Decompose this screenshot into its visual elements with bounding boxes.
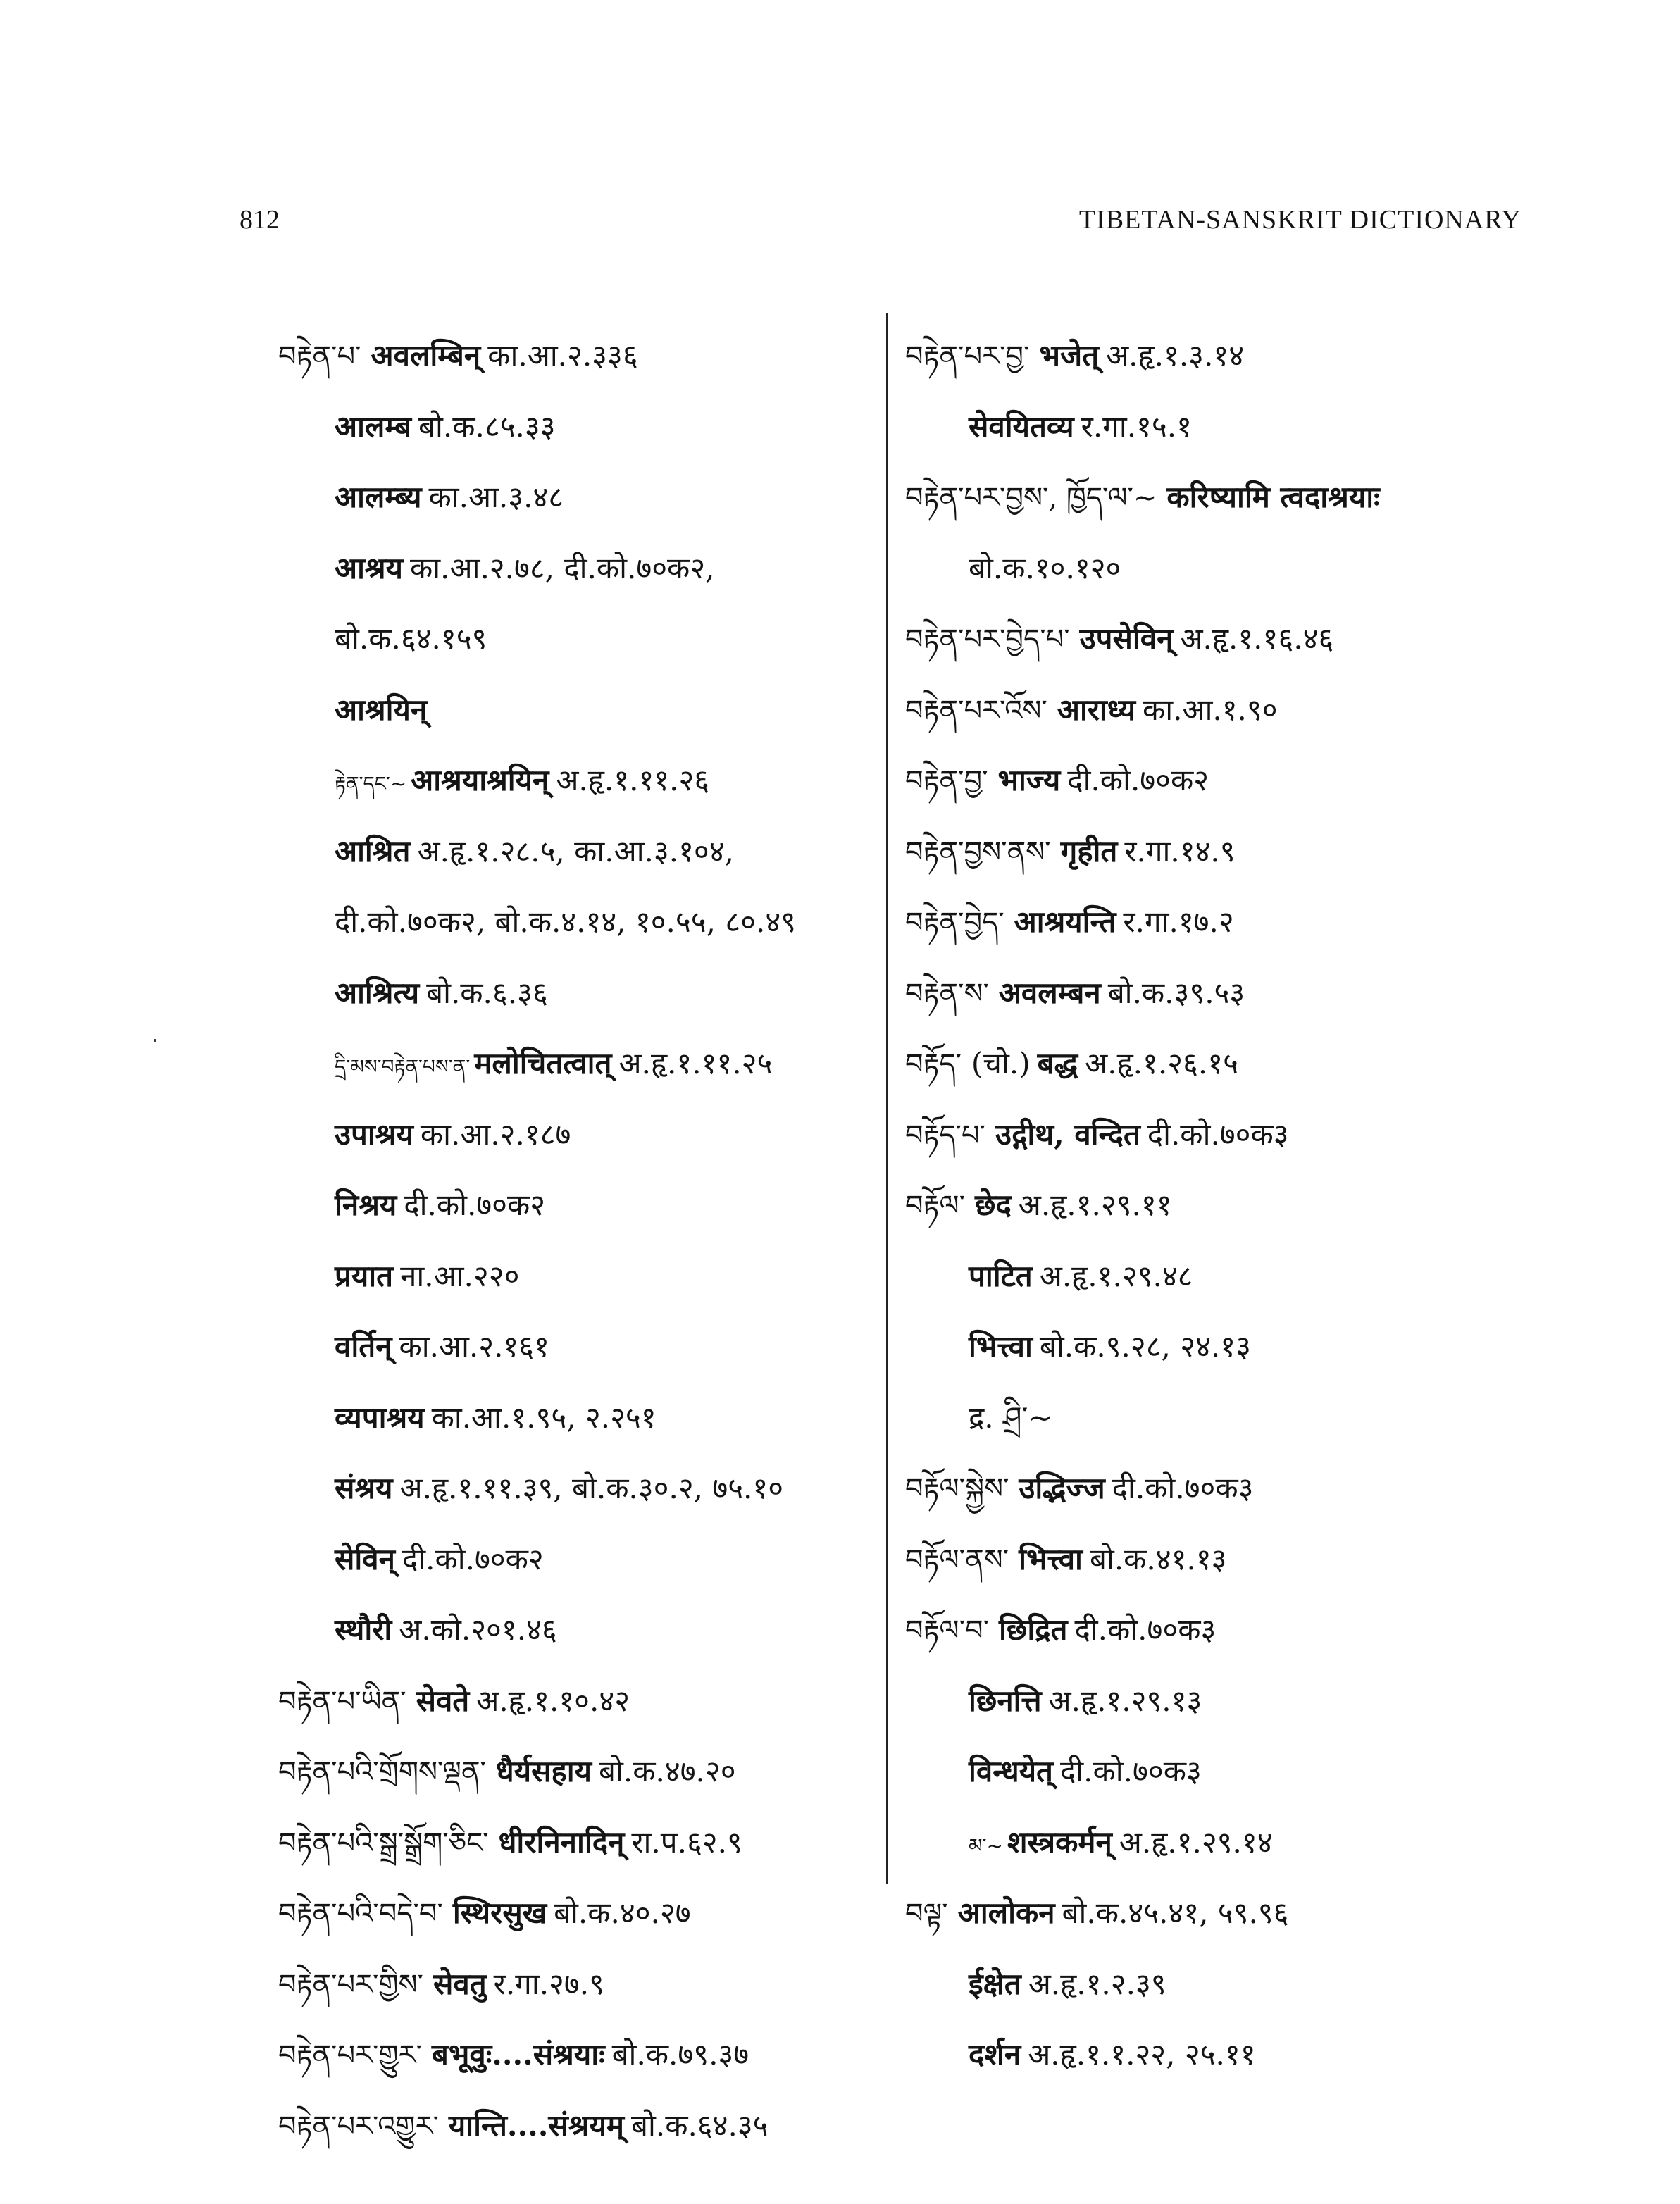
source-reference: का.आ.२.३३६	[487, 338, 638, 373]
dictionary-entry	[278, 1170, 877, 1241]
right-column	[905, 320, 1557, 2091]
sanskrit-equivalent: धीरनिनादिन्	[498, 1824, 625, 1860]
sanskrit-equivalent: आराध्य	[1057, 692, 1135, 727]
dictionary-entry	[278, 1100, 877, 1171]
tibetan-headword: བརྟེན་པར་བྱས་, ཁྱོད་ལ་~	[905, 482, 1157, 514]
source-reference: बो.क.७९.३७	[611, 2037, 749, 2072]
dictionary-entry	[905, 462, 1557, 533]
sanskrit-equivalent: भित्त्वा	[1019, 1541, 1083, 1576]
dictionary-entry	[278, 1383, 877, 1454]
dictionary-entry	[905, 1170, 1557, 1241]
dictionary-entry	[905, 533, 1557, 604]
sanskrit-equivalent: ईक्षेत	[969, 1966, 1021, 2001]
sanskrit-equivalent: प्रयात	[335, 1258, 394, 1293]
tibetan-headword: བརྟོལ་	[905, 1190, 965, 1222]
sanskrit-equivalent: धैर्यसहाय	[495, 1754, 592, 1788]
source-reference: र.गा.१५.१	[1081, 409, 1192, 444]
dictionary-entry	[278, 675, 877, 746]
source-reference: बो.क.६.३६	[426, 975, 548, 1010]
source-reference: अ.को.२०१.४६	[399, 1612, 557, 1647]
dictionary-entry	[905, 1028, 1557, 1100]
tibetan-headword: བརྟེན་པའི་བདེ་བ་	[278, 1898, 443, 1930]
dictionary-entry	[905, 1241, 1557, 1312]
dictionary-entry	[278, 1312, 877, 1383]
source-reference: ना.आ.२२०	[400, 1258, 520, 1293]
sanskrit-equivalent: छेद	[975, 1188, 1012, 1222]
sanskrit-equivalent: उपाश्रय	[335, 1116, 413, 1152]
source-reference: अ.हृ.१.१०.४२	[476, 1683, 630, 1718]
dictionary-entry	[278, 604, 877, 675]
dictionary-entry	[278, 462, 877, 533]
dictionary-entry	[278, 816, 877, 888]
sanskrit-equivalent: पाटित	[969, 1258, 1033, 1293]
source-reference: दी.को.७०क२	[402, 1541, 544, 1576]
source-reference: का.आ.१.९५, २.२५१	[431, 1400, 657, 1435]
dictionary-entry	[278, 1736, 877, 1807]
dictionary-entry	[905, 1312, 1557, 1383]
source-reference: द्र. ཤྲི་~	[969, 1400, 1053, 1435]
source-reference: बो.क.४०.२७	[554, 1895, 691, 1930]
sanskrit-equivalent: उद्भिज्ज	[1019, 1471, 1105, 1505]
tibetan-headword: བརྟེན་ས་	[905, 977, 989, 1010]
sanskrit-equivalent: करिष्यामि त्वदाश्रयाः	[1166, 480, 1380, 514]
sanskrit-equivalent: सेवते	[416, 1683, 470, 1718]
sanskrit-equivalent: मलोचितत्वात्	[474, 1046, 612, 1081]
dictionary-entry	[278, 1807, 877, 1879]
entry-note: (चो.)	[971, 1046, 1031, 1081]
source-reference: र.गा.२७.९	[493, 1966, 604, 2001]
tibetan-headword: བརྟོལ་ནས་	[905, 1543, 1009, 1576]
column-divider	[886, 313, 888, 1884]
dictionary-entry	[278, 1878, 877, 1949]
source-reference: अ.हृ.१.२९.४८	[1039, 1258, 1193, 1293]
tibetan-headword: བརྟེན་པར་བྱེད་པ་	[905, 623, 1070, 656]
dictionary-entry	[278, 745, 877, 816]
sanskrit-equivalent: दर्शन	[969, 2037, 1021, 2072]
dictionary-entry	[278, 1241, 877, 1312]
dictionary-entry	[278, 1453, 877, 1524]
source-reference: दी.को.७०क३	[1074, 1612, 1217, 1647]
sanskrit-equivalent: छिनत्ति	[969, 1683, 1042, 1718]
tibetan-headword: རྟེན་དང་~	[335, 772, 407, 795]
dictionary-entry	[278, 1949, 877, 2020]
sanskrit-equivalent: गृहीत	[1060, 833, 1118, 868]
sanskrit-equivalent: व्यपाश्रय	[335, 1400, 425, 1435]
sanskrit-equivalent: शस्त्रकर्मन्	[1007, 1824, 1112, 1860]
sanskrit-equivalent: छिद्रित	[999, 1612, 1068, 1647]
dictionary-entry	[905, 2019, 1557, 2091]
dictionary-entry	[905, 320, 1557, 392]
tibetan-headword: བརྟེན་བྱས་ནས་	[905, 835, 1051, 868]
dictionary-entry	[278, 320, 877, 392]
sanskrit-equivalent: निश्रय	[335, 1188, 397, 1222]
sanskrit-equivalent: भाज्य	[997, 763, 1061, 797]
dictionary-entry	[905, 604, 1557, 675]
tibetan-headword: བརྟོད་	[905, 1048, 962, 1081]
dictionary-entry	[278, 1595, 877, 1666]
dictionary-entry	[905, 745, 1557, 816]
source-reference: अ.हृ.१.२९.१४	[1119, 1824, 1273, 1860]
sanskrit-equivalent: उद्गीथ, वन्दित	[995, 1116, 1140, 1152]
source-reference: बो.क.३९.५३	[1107, 975, 1245, 1010]
sanskrit-equivalent: विन्धयेत्	[969, 1754, 1053, 1788]
source-reference: अ.हृ.१.११.२५	[618, 1046, 773, 1081]
dictionary-entry	[905, 1736, 1557, 1807]
dictionary-entry	[905, 887, 1557, 958]
dictionary-entry	[905, 392, 1557, 463]
sanskrit-equivalent: स्थिरसुख	[452, 1895, 547, 1930]
dictionary-entry	[905, 1383, 1557, 1454]
tibetan-headword: བརྟོལ་བ་	[905, 1614, 990, 1647]
page-number: 812	[239, 205, 280, 235]
dictionary-entry	[905, 1949, 1557, 2020]
dictionary-entry	[905, 1100, 1557, 1171]
source-reference: बो.क.६४.३५	[630, 2108, 769, 2143]
source-reference: बो.क.९.२८, २४.१३	[1039, 1329, 1251, 1364]
sanskrit-equivalent: आश्रयिन्	[335, 692, 428, 727]
sanskrit-equivalent: अवलम्बन	[998, 975, 1101, 1010]
source-reference: रा.प.६२.९	[631, 1824, 742, 1860]
tibetan-headword: བརྟེན་པའི་སྒྲ་སྒྲོག་ཅིང་	[278, 1826, 489, 1860]
sanskrit-equivalent: आश्रय	[335, 550, 404, 585]
source-reference: अ.हृ.१.२९.१३	[1048, 1683, 1202, 1718]
dictionary-entry	[278, 958, 877, 1029]
source-reference: अ.हृ.१.१.२२, २५.११	[1028, 2037, 1256, 2072]
tibetan-headword: བརྟེན་པ་	[278, 340, 361, 373]
sanskrit-equivalent: सेवतु	[433, 1966, 487, 2001]
source-reference: अ.हृ.१.११.२६	[556, 763, 710, 797]
source-reference: दी.को.७०क३	[1060, 1754, 1202, 1788]
sanskrit-equivalent: यान्ति....संश्रयम्	[448, 2108, 624, 2143]
dictionary-entry	[278, 1524, 877, 1595]
source-reference: का.आ.१.९०	[1142, 692, 1278, 727]
source-reference: दी.को.७०क३	[1147, 1116, 1289, 1152]
source-reference: बो.क.४७.२०	[599, 1754, 736, 1788]
source-reference: दी.को.७०क२	[1067, 763, 1209, 797]
sanskrit-equivalent: बद्ध	[1037, 1046, 1078, 1081]
source-reference: बो.क.८५.३३	[418, 409, 556, 444]
source-reference: दी.को.७०क२, बो.क.४.१४, १०.५५, ८०.४९	[335, 904, 797, 939]
tibetan-headword: བརྟེན་པའི་གྲོགས་ལྡན་	[278, 1756, 486, 1788]
dictionary-entry	[278, 2019, 877, 2091]
sanskrit-equivalent: सेवयितव्य	[969, 409, 1074, 444]
tibetan-headword: བལྟ་	[905, 1898, 948, 1930]
source-reference: र.गा.१४.९	[1124, 833, 1236, 868]
tibetan-headword: དྲི་མས་བརྟེན་པས་ན་	[335, 1055, 471, 1078]
dictionary-entry	[278, 1028, 877, 1100]
tibetan-headword: བརྟེན་པར་བྱ་	[905, 340, 1030, 373]
source-reference: अ.हृ.१.११.३९, बो.क.३०.२, ७५.१०	[399, 1471, 784, 1505]
dictionary-entry	[905, 1666, 1557, 1737]
source-reference: का.आ.२.१६१	[399, 1329, 549, 1364]
sanskrit-equivalent: आश्रित	[335, 833, 411, 868]
running-head: TIBETAN-SANSKRIT DICTIONARY	[1078, 205, 1522, 235]
sanskrit-equivalent: उपसेविन्	[1079, 621, 1174, 656]
source-reference: बो.क.१०.१२०	[969, 550, 1121, 585]
sanskrit-equivalent: सेविन्	[335, 1541, 395, 1576]
source-reference: अ.हृ.१.३.१४	[1106, 338, 1245, 373]
tibetan-headword: བརྟེན་པར་འོས་	[905, 694, 1047, 727]
sanskrit-equivalent: आश्रित्य	[335, 975, 420, 1010]
dictionary-entry	[905, 1807, 1557, 1879]
source-reference: अ.हृ.१.२९.११	[1018, 1188, 1172, 1222]
tibetan-headword: བརྟེན་པར་འགྱུར་	[278, 2110, 439, 2143]
tibetan-headword: མ་~	[969, 1833, 1003, 1857]
source-reference: अ.हृ.१.१६.४६	[1180, 621, 1334, 656]
dictionary-entry	[905, 958, 1557, 1029]
sanskrit-equivalent: अवलम्बिन्	[371, 338, 481, 373]
sanskrit-equivalent: आलम्ब	[335, 409, 412, 444]
dictionary-entry	[278, 2091, 877, 2162]
sanskrit-equivalent: आलोकन	[957, 1895, 1055, 1930]
dictionary-entry	[905, 1595, 1557, 1666]
sanskrit-equivalent: बभूवुः....संश्रयाः	[431, 2037, 605, 2072]
sanskrit-equivalent: स्थौरी	[335, 1612, 392, 1647]
source-reference: दी.को.७०क३	[1112, 1471, 1254, 1505]
source-reference: का.आ.२.७८, दी.को.७०क२,	[410, 550, 715, 585]
stray-mark	[154, 1039, 156, 1042]
dictionary-entry	[905, 1878, 1557, 1949]
sanskrit-equivalent: भजेत्	[1039, 338, 1100, 373]
source-reference: र.गा.१७.२	[1123, 904, 1234, 939]
source-reference: बो.क.६४.१५९	[335, 621, 487, 656]
source-reference: अ.हृ.१.२६.१५	[1085, 1046, 1238, 1081]
tibetan-headword: བརྟོད་པ་	[905, 1119, 985, 1152]
source-reference: अ.हृ.१.२८.५, का.आ.३.१०४,	[417, 833, 734, 868]
dictionary-entry	[905, 1524, 1557, 1595]
source-reference: अ.हृ.१.२.३९	[1028, 1966, 1166, 2001]
dictionary-entry	[905, 1453, 1557, 1524]
sanskrit-equivalent: आलम्ब्य	[335, 480, 422, 514]
left-column	[278, 320, 877, 2161]
sanskrit-equivalent: भित्त्वा	[969, 1329, 1033, 1364]
tibetan-headword: བརྟེན་པ་ཡིན་	[278, 1685, 406, 1718]
tibetan-headword: བརྟེན་བྱེད་	[905, 907, 1004, 939]
sanskrit-equivalent: वर्तिन्	[335, 1329, 392, 1364]
dictionary-entry	[278, 1666, 877, 1737]
tibetan-headword: བརྟེན་བྱ་	[905, 765, 988, 797]
dictionary-entry	[278, 887, 877, 958]
sanskrit-equivalent: आश्रयाश्रयिन्	[411, 763, 549, 797]
source-reference: का.आ.२.१८७	[420, 1116, 571, 1152]
source-reference: बो.क.४५.४१, ५९.९६	[1062, 1895, 1289, 1930]
tibetan-headword: བརྟོལ་སྐྱེས་	[905, 1473, 1009, 1505]
source-reference: दी.को.७०क२	[404, 1188, 546, 1222]
source-reference: बो.क.४१.१३	[1089, 1541, 1227, 1576]
dictionary-entry	[278, 392, 877, 463]
tibetan-headword: བརྟེན་པར་གྱུར་	[278, 2039, 422, 2072]
source-reference: का.आ.३.४८	[428, 480, 564, 514]
dictionary-entry	[905, 816, 1557, 888]
dictionary-entry	[905, 675, 1557, 746]
sanskrit-equivalent: संश्रय	[335, 1471, 393, 1505]
sanskrit-equivalent: आश्रयन्ति	[1014, 904, 1116, 939]
dictionary-entry	[278, 533, 877, 604]
tibetan-headword: བརྟེན་པར་གྱིས་	[278, 1968, 423, 2001]
